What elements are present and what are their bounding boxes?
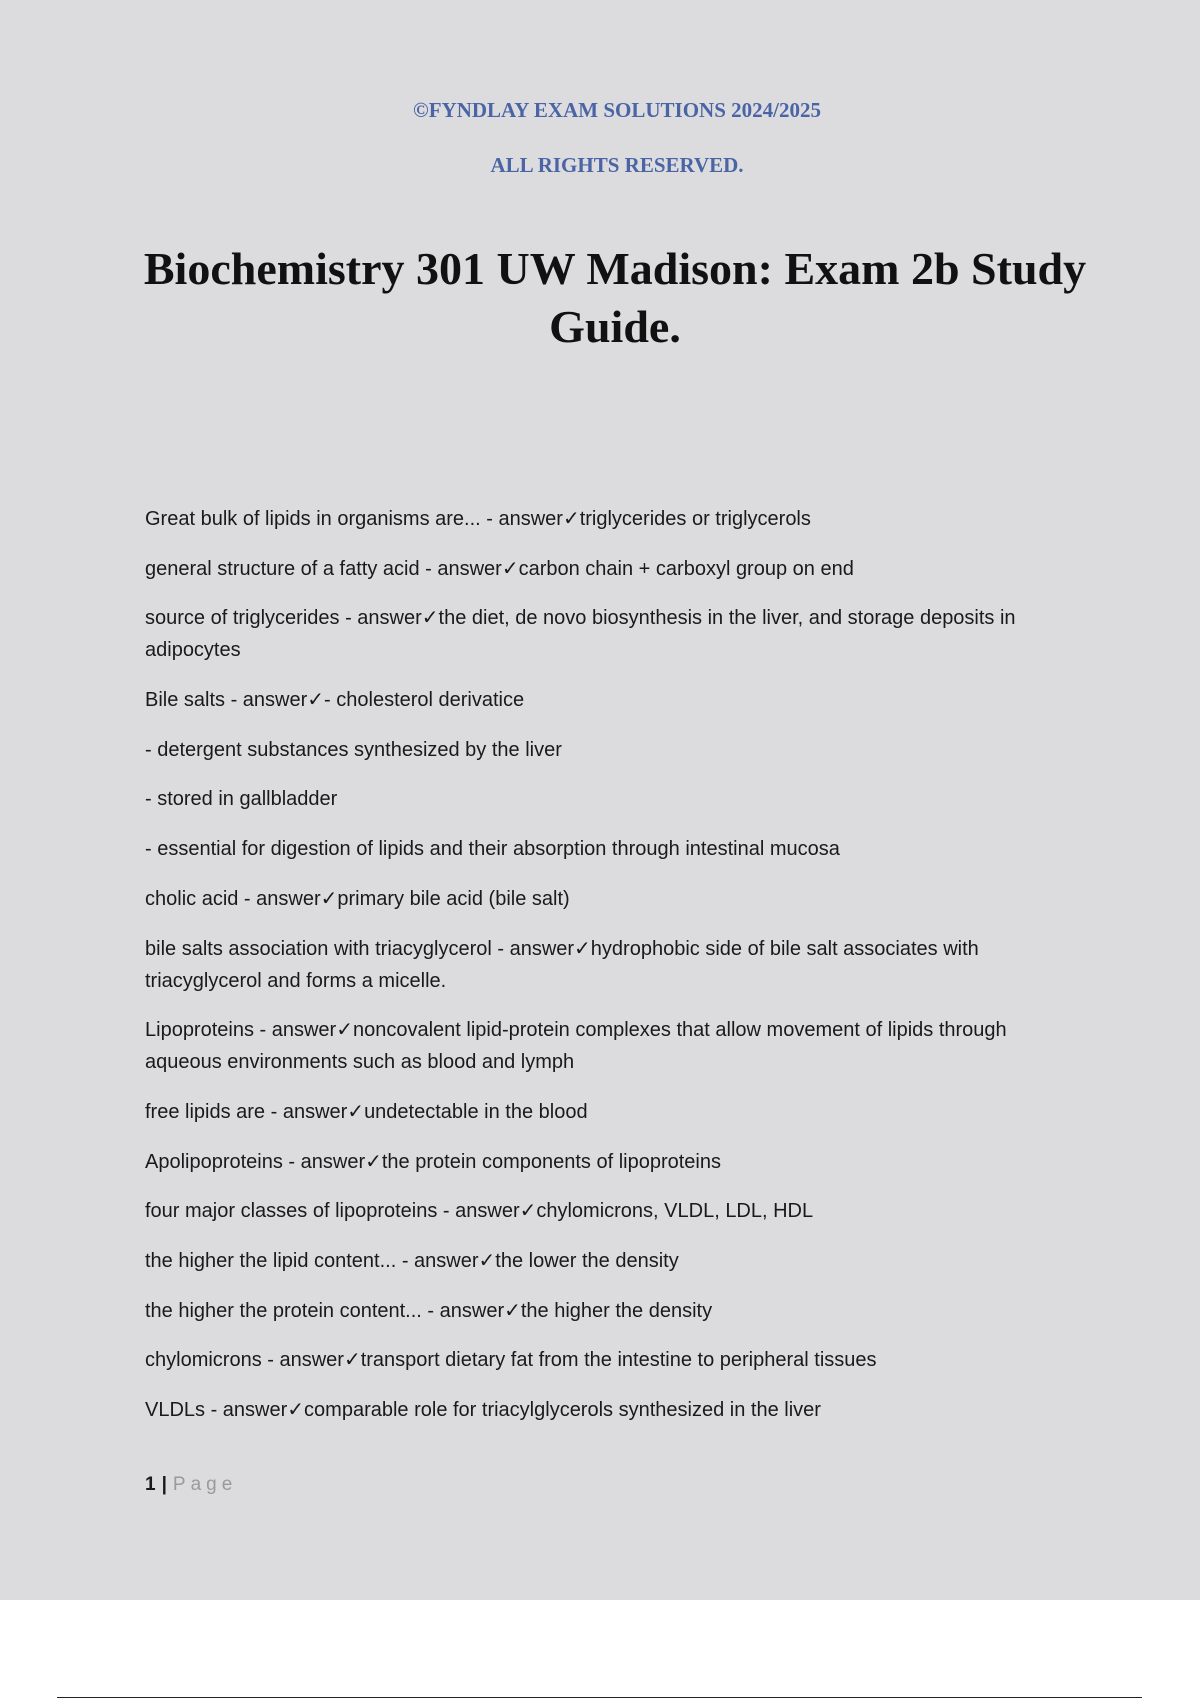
list-item: Lipoproteins - answer✓noncovalent lipid-protein complexes that allow movement of lipids through aqueous environments such as blood and lymph [145, 1019, 1007, 1074]
copyright-notice: ©FYNDLAY EXAM SOLUTIONS 2024/2025 [413, 98, 821, 122]
list-item: bile salts association with triacyglycerol - answer✓hydrophobic side of bile salt associates with triacyglycerol and forms a micelle. [145, 937, 979, 992]
list-item: Apolipoproteins - answer✓the protein components of lipoproteins [145, 1150, 721, 1173]
page-label: Page [172, 1474, 238, 1495]
list-item: cholic acid - answer✓primary bile acid (bile salt) [145, 887, 570, 910]
document-title: Biochemistry 301 UW Madison: Exam 2b Study Guide. [143, 243, 1087, 352]
page-number [145, 1474, 237, 1496]
page-number-value: 1 [145, 1474, 156, 1495]
list-item: general structure of a fatty acid - answer✓carbon chain + carboxyl group on end [145, 557, 854, 580]
list-item: Bile salts - answer✓- cholesterol derivatice [145, 689, 525, 712]
list-item: free lipids are - answer✓undetectable in the blood [145, 1100, 588, 1123]
list-item: source of triglycerides - answer✓the diet, de novo biosynthesis in the liver, and storage deposits in adipocytes [145, 607, 1016, 662]
footer-divider [57, 1697, 1142, 1698]
list-item: - essential for digestion of lipids and their absorption through intestinal mucosa [145, 838, 840, 861]
page-number-separator: | [161, 1474, 167, 1495]
rights-notice: ALL RIGHTS RESERVED. [490, 153, 744, 177]
list-item: VLDLs - answer✓comparable role for triacylglycerols synthesized in the liver [145, 1399, 821, 1421]
list-item: the higher the protein content... - answer✓the higher the density [145, 1299, 713, 1322]
list-item: - detergent substances synthesized by the liver [145, 738, 562, 761]
list-item: four major classes of lipoproteins - answer✓chylomicrons, VLDL, LDL, HDL [145, 1200, 814, 1223]
qa-list [145, 503, 1085, 1444]
list-item: - stored in gallbladder [145, 788, 338, 811]
list-item: the higher the lipid content... - answer✓the lower the density [145, 1249, 679, 1272]
list-item: chylomicrons - answer✓transport dietary fat from the intestine to peripheral tissues [145, 1349, 877, 1372]
list-item: Great bulk of lipids in organisms are... - answer✓triglycerides or triglycerols [145, 508, 811, 530]
